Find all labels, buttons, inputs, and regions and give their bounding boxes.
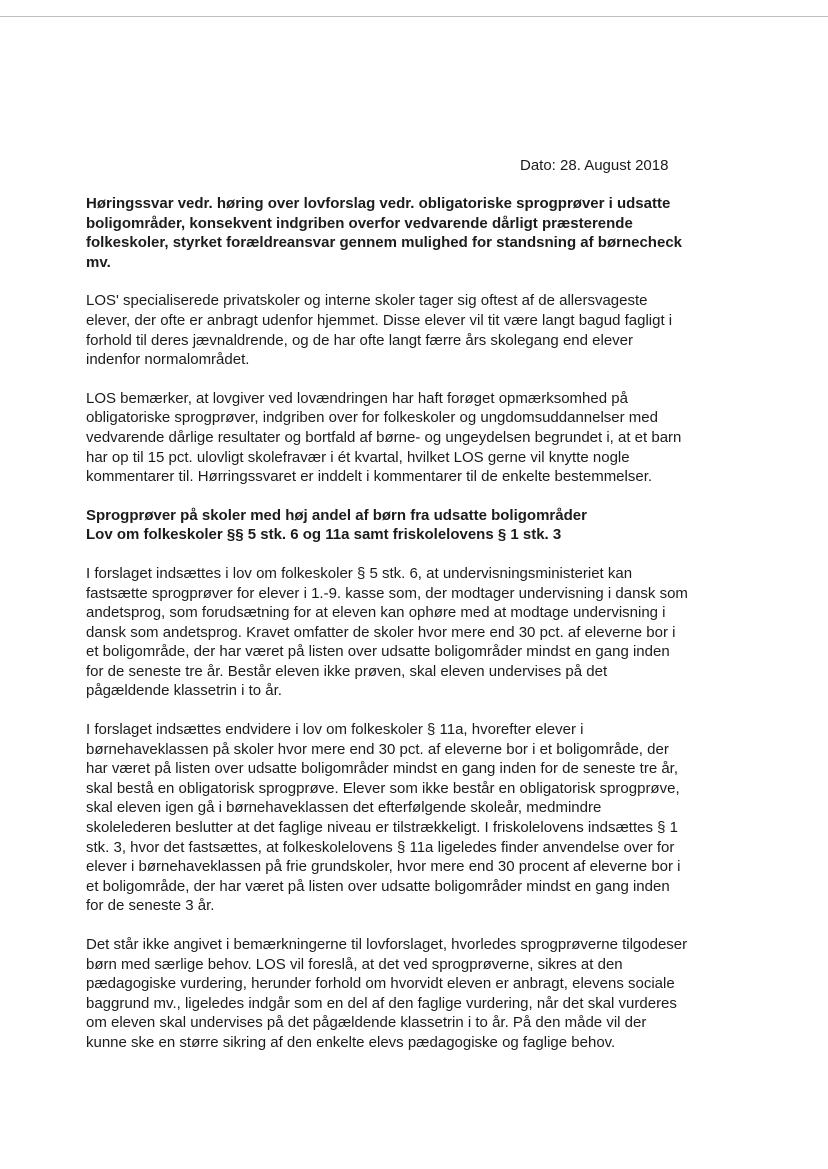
spacer <box>86 916 746 935</box>
spacer <box>86 370 746 389</box>
spacer <box>86 545 746 564</box>
paragraph-overview: LOS bemærker, at lovgiver ved lovændringen har haft forøget opmærksomhed på obligatoriske sprogprøver, indgriben over for folkeskoler og ungdomsuddannelser med vedvarende dårlige resultater og bortfald af børne- og ungeydelsen begrundet i, at et barn har op til 15 pct. ulovligt skolefravær i ét kvartal, hvilket LOS gerne vil knytte nogle kommentarer til. Hørringssvaret er inddelt i kommentarer til de enkelte bestemmelser. <box>86 389 682 486</box>
paragraph-section-5: I forslaget indsættes i lov om folkeskoler § 5 stk. 6, at undervisningsministeriet kan fastsætte sprogprøver for elever i 1.-9. kasse som, der modtager undervisning i dansk som andetsprog, som forudsætning for at eleven kan ophøre med at modtage undervisning i dansk som andetsprog. Kravet omfatter de skoler hvor mere end 30 pct. af eleverne bor i et boligområde, der har været på listen over udsatte boligområder mindst en gang inden for de seneste tre år. Består eleven ikke prøven, skal eleven undervises på det pågældende klassetrin i to år. <box>86 564 688 700</box>
document-title: Høringssvar vedr. høring over lovforslag vedr. obligatoriske sprogprøver i udsatte boligområder, konsekvent indgriben overfor vedvarende dårligt præsterende folkeskoler, styrket forældreansvar gennem mulighed for standsning af børnecheck mv. <box>86 195 683 271</box>
page-top-border <box>0 16 828 17</box>
spacer <box>86 701 746 720</box>
spacer <box>86 487 746 506</box>
document-body <box>86 194 746 1053</box>
paragraph-section-11a: I forslaget indsættes endvidere i lov om folkeskoler § 11a, hvorefter elever i børnehaveklassen på skoler hvor mere end 30 pct. af eleverne bor i et boligområde, der har været på listen over udsatte boligområder mindst en gang inden for de seneste tre år, skal bestå en obligatorisk sprogprøve. Elever som ikke består en obligatorisk sprogprøve, skal eleven igen gå i børnehaveklassen det efterfølgende skoleår, medmindre skolelederen beslutter at det faglige niveau er tilstrækkeligt. I friskolelovens indsættes § 1 stk. 3, hvor det fastsættes, at folkeskolelovens § 11a ligeledes finder anvendelse over for elever i børnehaveklassen på frie grundskoler, hvor mere end 30 procent af eleverne bor i et boligområde, der har været på listen over udsatte boligområder mindst en gang inden for de seneste 3 år. <box>86 721 681 915</box>
paragraph-intro: LOS' specialiserede privatskoler og interne skoler tager sig oftest af de allersvageste elever, der ofte er anbragt udenfor hjemmet. Disse elever vil tit være langt bagud fagligt i forhold til deres jævnaldrende, og de har ofte langt færre års skolegang end elever indenfor normalområdet. <box>86 292 673 369</box>
paragraph-recommendation: Det står ikke angivet i bemærkningerne til lovforslaget, hvorledes sprogprøverne tilgodeser børn med særlige behov. LOS vil foreslå, at det ved sprogprøverne, sikres at den pædagogiske vurdering, herunder forhold om hvorvidt eleven er anbragt, elevens sociale baggrund mv., ligeledes indgår som en del af den faglige vurdering, når det skal vurderes om eleven skal undervises på det pågældende klassetrin i to år. På den måde vil der kunne ske en større sikring af den enkelte elevs pædagogiske og faglige behov. <box>86 936 688 1051</box>
section-heading: Sprogprøver på skoler med høj andel af børn fra udsatte boligområder Lov om folkeskoler §§ 5 stk. 6 og 11a samt friskolelovens § 1 stk. 3 <box>86 506 587 544</box>
spacer <box>86 272 746 291</box>
document-date: Dato: 28. August 2018 <box>520 157 669 174</box>
